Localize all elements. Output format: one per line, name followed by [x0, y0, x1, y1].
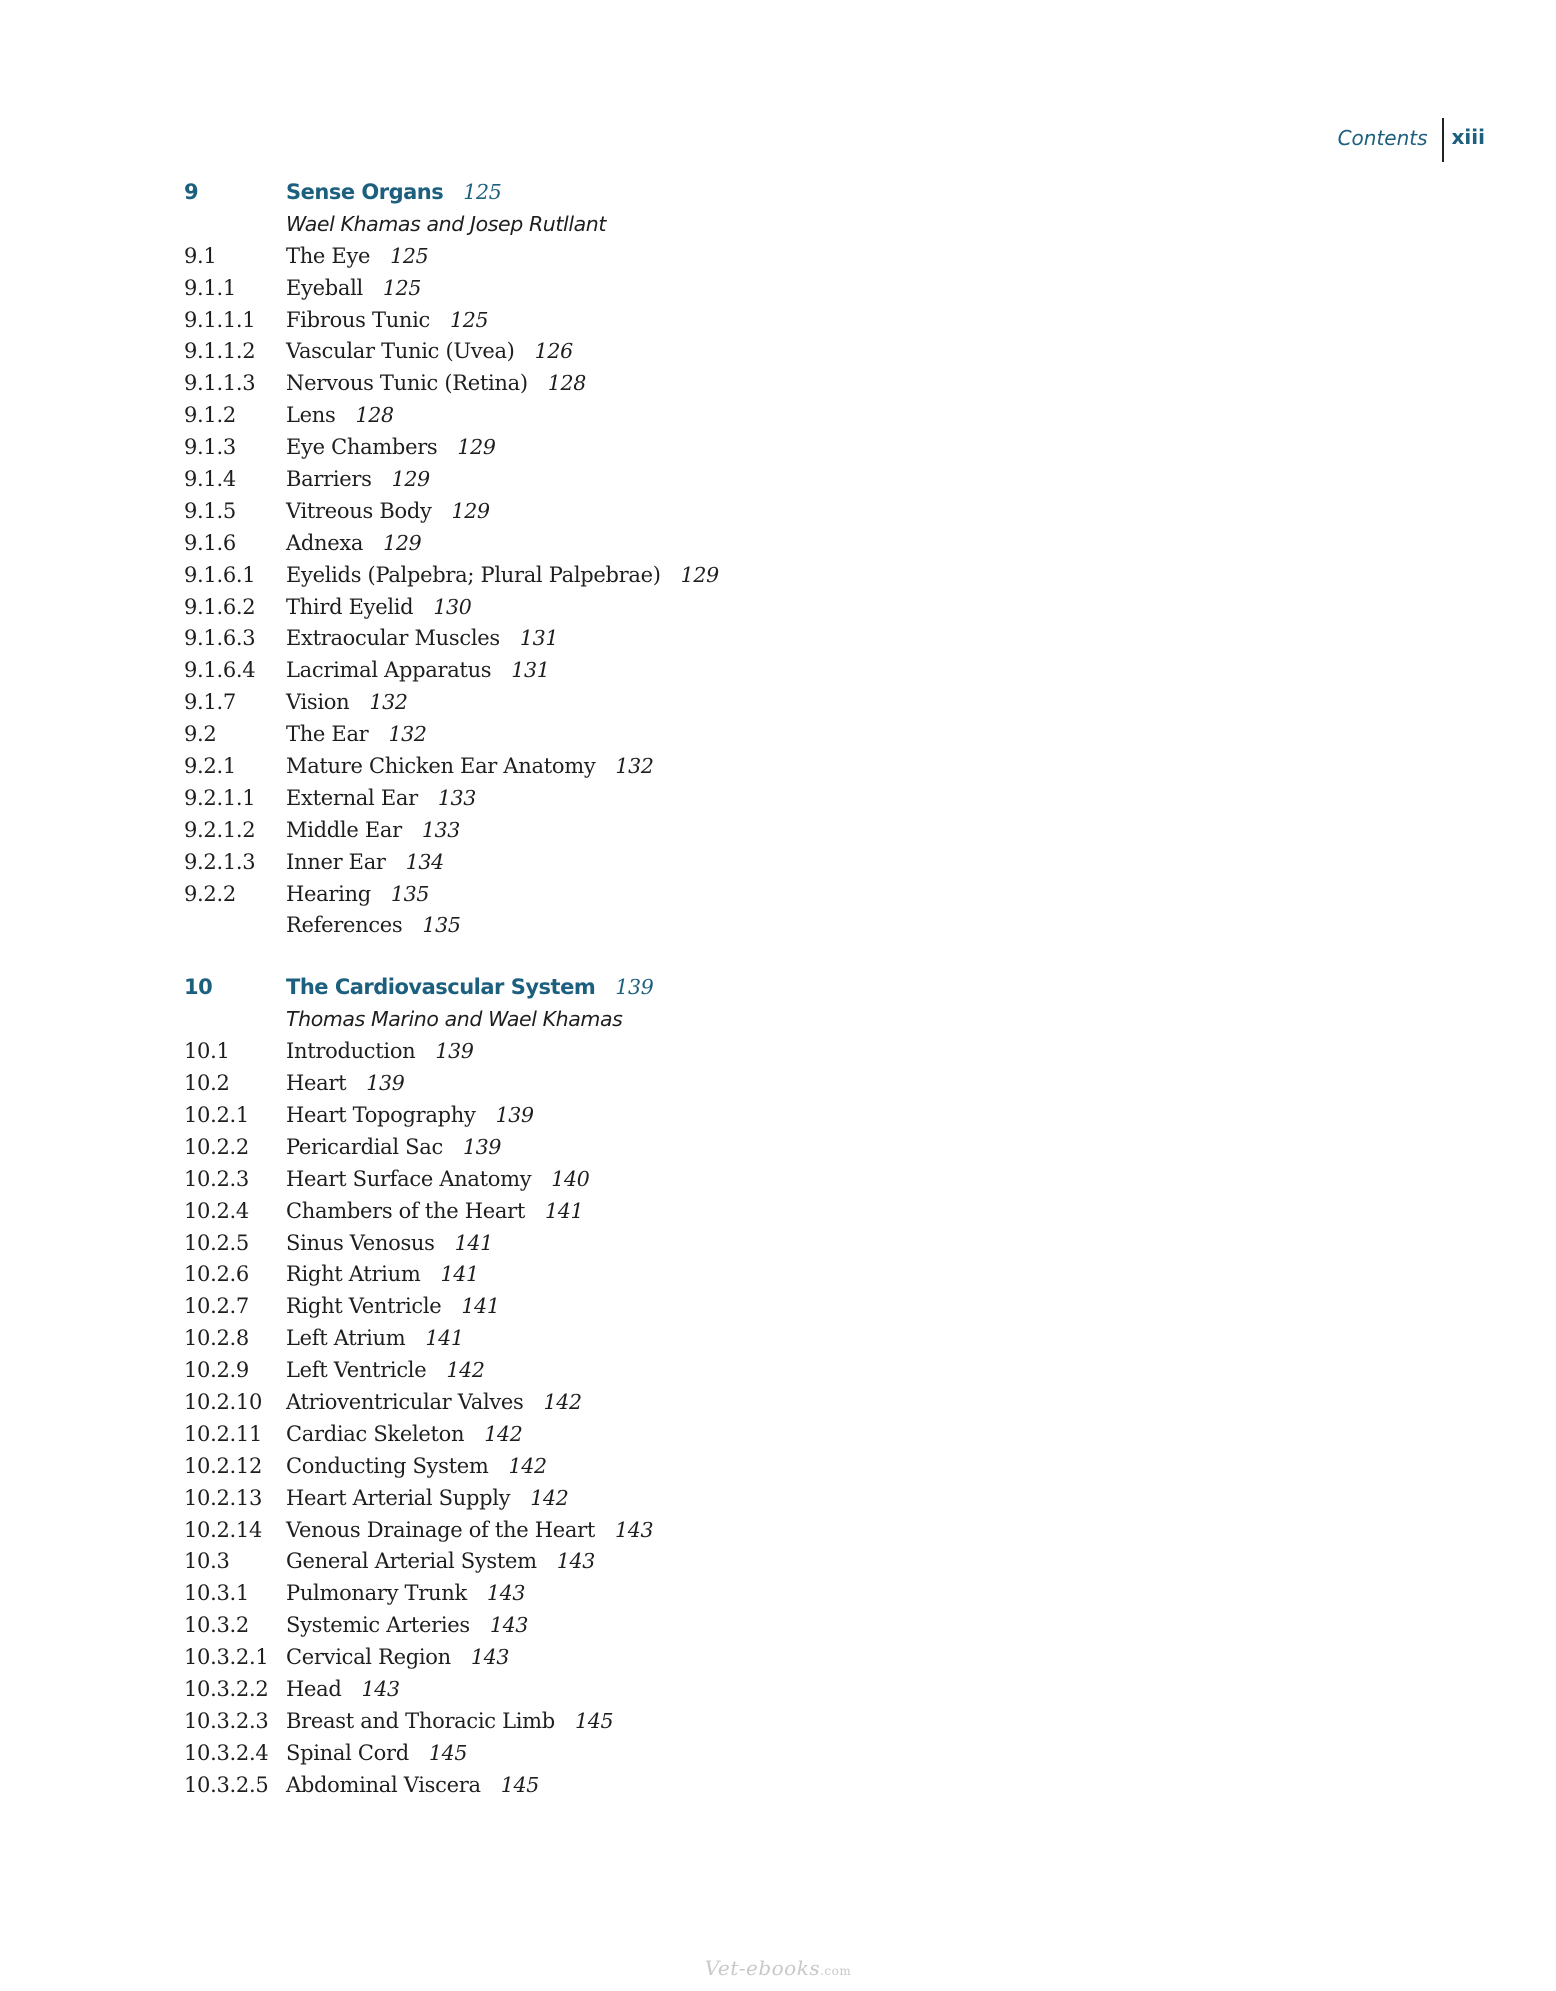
section-page: 130: [433, 594, 472, 619]
toc-entry[interactable]: [184, 754, 1084, 786]
section-number: 10.2.11: [184, 1421, 263, 1446]
running-head-label: Contents: [1337, 126, 1428, 150]
toc-entry[interactable]: [184, 531, 1084, 563]
section-number: 10.2.5: [184, 1230, 249, 1255]
section-title: Cardiac Skeleton: [286, 1421, 465, 1446]
section-title: The Eye: [286, 243, 371, 268]
section-page: 143: [470, 1645, 510, 1670]
section-title: Mature Chicken Ear Anatomy: [286, 754, 596, 779]
section-number: 10.2.8: [184, 1326, 249, 1351]
chapter-page: 139: [615, 975, 654, 1000]
section-page: 139: [495, 1102, 534, 1127]
section-page: 126: [534, 339, 573, 364]
section-title: Eyeball: [286, 275, 363, 300]
toc-entry[interactable]: [184, 850, 1084, 882]
section-title: Right Ventricle: [286, 1294, 442, 1319]
toc-entry[interactable]: [184, 308, 1084, 340]
section-title: Systemic Arteries: [286, 1613, 470, 1638]
section-page: 135: [390, 881, 430, 906]
section-title: Pulmonary Trunk: [286, 1581, 467, 1606]
chapter-title: Sense Organs: [286, 180, 444, 204]
toc-entry[interactable]: [184, 913, 1084, 945]
section-number: 9.1.3: [184, 435, 236, 460]
section-number: 9.1.6.4: [184, 658, 256, 683]
toc-entry[interactable]: [184, 499, 1084, 531]
section-number: 10.3: [184, 1549, 230, 1574]
section-number: 10.3.2.4: [184, 1740, 269, 1765]
toc-entry[interactable]: [184, 1422, 1084, 1454]
toc-entry[interactable]: [184, 786, 1084, 818]
toc-entry[interactable]: [184, 467, 1084, 499]
section-number: 10.2.6: [184, 1262, 249, 1287]
section-number: 10.3.1: [184, 1581, 249, 1606]
section-number: 10.3.2: [184, 1613, 249, 1638]
section-title: Eyelids (Palpebra; Plural Palpebrae): [286, 562, 661, 587]
section-page: 131: [519, 626, 559, 651]
toc-entry[interactable]: [184, 595, 1084, 627]
section-title: Introduction: [286, 1039, 416, 1064]
toc-entry[interactable]: [184, 403, 1084, 435]
section-number: 9.2.1.1: [184, 785, 256, 810]
table-of-contents: [184, 180, 1084, 1805]
chapter-number: 10: [184, 975, 213, 1000]
section-title: Cervical Region: [286, 1645, 451, 1670]
toc-entry[interactable]: [184, 563, 1084, 595]
page-number: xiii: [1451, 125, 1485, 149]
toc-entry[interactable]: [184, 1358, 1084, 1390]
section-number: 9.1: [184, 243, 217, 268]
section-title: Vision: [286, 690, 350, 715]
section-page: 141: [544, 1198, 584, 1223]
section-title: Breast and Thoracic Limb: [286, 1708, 555, 1733]
section-number: 9.1.5: [184, 498, 236, 523]
section-title: Abdominal Viscera: [286, 1772, 481, 1797]
section-title: Heart Surface Anatomy: [286, 1166, 532, 1191]
section-page: 132: [615, 754, 654, 779]
section-number: 10.3.2.5: [184, 1772, 269, 1797]
toc-entry[interactable]: [184, 658, 1084, 690]
watermark: [0, 1956, 1556, 1980]
section-page: 133: [421, 817, 461, 842]
section-number: 9.1.6.3: [184, 626, 256, 651]
toc-entry[interactable]: [184, 1231, 1084, 1263]
section-title: Right Atrium: [286, 1262, 421, 1287]
toc-entry[interactable]: [184, 1167, 1084, 1199]
section-page: 125: [450, 307, 489, 332]
section-page: 143: [615, 1517, 654, 1542]
toc-entry[interactable]: [184, 1581, 1084, 1613]
section-number: 10.2.9: [184, 1358, 249, 1383]
section-page: 142: [446, 1358, 485, 1383]
toc-entry[interactable]: [184, 1326, 1084, 1358]
section-title: Eye Chambers: [286, 435, 438, 460]
section-number: 9.1.1.1: [184, 307, 256, 332]
toc-entry[interactable]: [184, 1262, 1084, 1294]
toc-entry[interactable]: [184, 1518, 1084, 1550]
section-number: 9.1.2: [184, 403, 236, 428]
section-number: 9.1.1: [184, 275, 236, 300]
section-number: 9.2.2: [184, 881, 236, 906]
toc-entry[interactable]: [184, 1549, 1084, 1581]
section-page: 131: [511, 658, 550, 683]
section-title: Fibrous Tunic: [286, 307, 431, 332]
section-title: Pericardial Sac: [286, 1134, 443, 1159]
toc-entry[interactable]: [184, 244, 1084, 276]
section-title: Heart Topography: [286, 1102, 476, 1127]
toc-entry[interactable]: [184, 371, 1084, 403]
section-number: 10.2.3: [184, 1166, 249, 1191]
section-title: Left Ventricle: [286, 1358, 427, 1383]
section-title: Sinus Venosus: [286, 1230, 435, 1255]
chapter-block: [184, 975, 1084, 1804]
section-number: 10.3.2.3: [184, 1708, 269, 1733]
section-number: 10.2.2: [184, 1134, 249, 1159]
toc-entry[interactable]: [184, 1613, 1084, 1645]
section-page: 133: [437, 785, 477, 810]
section-title: Third Eyelid: [286, 594, 414, 619]
section-number: 10.2.14: [184, 1517, 263, 1542]
section-number: 10.3.2.1: [184, 1645, 269, 1670]
section-number: 10.2.7: [184, 1294, 249, 1319]
toc-entry[interactable]: [184, 1741, 1084, 1773]
section-page: 143: [556, 1549, 595, 1574]
section-page: 141: [461, 1294, 500, 1319]
section-page: 135: [422, 913, 461, 938]
toc-entry[interactable]: [184, 882, 1084, 914]
section-title: Heart: [286, 1071, 347, 1096]
chapter-heading[interactable]: [184, 180, 1084, 212]
section-number: 9.2.1.3: [184, 849, 256, 874]
section-number: 9.2.1.2: [184, 817, 256, 842]
chapter-page: 125: [463, 180, 502, 204]
toc-entry[interactable]: [184, 690, 1084, 722]
section-page: 134: [405, 849, 444, 874]
section-number: 9.2: [184, 722, 217, 747]
chapter-authors: Thomas Marino and Wael Khamas: [286, 1007, 623, 1032]
chapter-number: 9: [184, 180, 199, 204]
section-title: References: [286, 913, 403, 938]
section-number: 9.2.1: [184, 754, 236, 779]
section-title: General Arterial System: [286, 1549, 537, 1574]
toc-entry[interactable]: [184, 1709, 1084, 1741]
section-page: 129: [391, 467, 430, 492]
section-page: 129: [383, 530, 422, 555]
toc-entry[interactable]: [184, 1773, 1084, 1805]
toc-entry[interactable]: [184, 1486, 1084, 1518]
section-number: 9.1.7: [184, 690, 236, 715]
section-number: 9.1.1.3: [184, 371, 256, 396]
toc-entry[interactable]: [184, 1039, 1084, 1071]
section-title: Heart Arterial Supply: [286, 1485, 511, 1510]
section-page: 132: [369, 690, 408, 715]
section-page: 139: [462, 1134, 502, 1159]
section-page: 143: [489, 1613, 529, 1638]
section-title: Lens: [286, 403, 336, 428]
section-page: 142: [508, 1453, 547, 1478]
chapter-authors: Wael Khamas and Josep Rutllant: [286, 211, 607, 236]
section-number: 9.1.6.2: [184, 594, 256, 619]
chapter-title: The Cardiovascular System: [286, 975, 596, 1000]
section-title: Hearing: [286, 881, 371, 906]
toc-entry[interactable]: [184, 1294, 1084, 1326]
toc-entry[interactable]: [184, 276, 1084, 308]
section-page: 129: [457, 435, 496, 460]
section-page: 125: [382, 275, 422, 300]
section-title: Lacrimal Apparatus: [286, 658, 492, 683]
toc-entry[interactable]: [184, 626, 1084, 658]
watermark-text: Vet-ebooks: [704, 1956, 821, 1980]
section-page: 142: [530, 1485, 569, 1510]
chapter-authors-row: [184, 1007, 1084, 1039]
section-number: 9.1.6: [184, 530, 236, 555]
section-page: 139: [435, 1039, 474, 1064]
section-title: Conducting System: [286, 1453, 489, 1478]
section-page: 145: [428, 1740, 468, 1765]
section-title: The Ear: [286, 722, 369, 747]
section-page: 128: [355, 403, 394, 428]
section-number: 9.1.1.2: [184, 339, 256, 364]
section-page: 128: [547, 371, 586, 396]
chapter-authors-row: [184, 212, 1084, 244]
section-title: Nervous Tunic (Retina): [286, 371, 528, 396]
section-page: 129: [451, 498, 490, 523]
section-page: 142: [543, 1389, 582, 1414]
section-page: 139: [366, 1071, 405, 1096]
toc-entry[interactable]: [184, 1071, 1084, 1103]
running-head: [1338, 118, 1485, 166]
section-page: 129: [680, 562, 719, 587]
section-number: 10.2.4: [184, 1198, 249, 1223]
chapter-heading[interactable]: [184, 975, 1084, 1007]
toc-entry[interactable]: [184, 1135, 1084, 1167]
section-number: 10.2.12: [184, 1453, 263, 1478]
section-title: Barriers: [286, 467, 372, 492]
section-title: Vascular Tunic (Uvea): [286, 339, 515, 364]
section-title: Chambers of the Heart: [286, 1198, 525, 1223]
section-title: Extraocular Muscles: [286, 626, 500, 651]
section-number: 9.1.6.1: [184, 562, 256, 587]
section-number: 10.2.10: [184, 1389, 263, 1414]
chapter-block: [184, 180, 1084, 945]
toc-entry[interactable]: [184, 1677, 1084, 1709]
section-title: Left Atrium: [286, 1326, 406, 1351]
toc-entry[interactable]: [184, 1390, 1084, 1422]
section-title: Adnexa: [286, 530, 364, 555]
toc-entry[interactable]: [184, 722, 1084, 754]
section-number: 10.3.2.2: [184, 1676, 269, 1701]
section-page: 142: [484, 1421, 523, 1446]
section-page: 125: [390, 243, 429, 268]
section-page: 145: [500, 1772, 539, 1797]
toc-entry[interactable]: [184, 818, 1084, 850]
toc-entry[interactable]: [184, 1103, 1084, 1135]
section-number: 10.2: [184, 1071, 230, 1096]
section-number: 9.1.4: [184, 467, 236, 492]
section-title: External Ear: [286, 785, 418, 810]
section-page: 132: [388, 722, 427, 747]
toc-entry[interactable]: [184, 1199, 1084, 1231]
section-page: 141: [425, 1326, 464, 1351]
section-page: 143: [361, 1676, 400, 1701]
section-page: 145: [574, 1708, 614, 1733]
section-title: Venous Drainage of the Heart: [286, 1517, 596, 1542]
toc-entry[interactable]: [184, 1645, 1084, 1677]
section-title: Vitreous Body: [286, 498, 432, 523]
section-title: Spinal Cord: [286, 1740, 409, 1765]
section-title: Atrioventricular Valves: [286, 1389, 524, 1414]
section-page: 143: [486, 1581, 526, 1606]
section-number: 10.2.13: [184, 1485, 263, 1510]
section-title: Middle Ear: [286, 817, 402, 842]
toc-entry[interactable]: [184, 1454, 1084, 1486]
watermark-suffix: .com: [820, 1964, 852, 1978]
toc-entry[interactable]: [184, 435, 1084, 467]
section-page: 140: [551, 1166, 590, 1191]
section-title: Head: [286, 1676, 342, 1701]
section-number: 10.1: [184, 1039, 230, 1064]
section-number: 10.2.1: [184, 1102, 249, 1127]
section-title: Inner Ear: [286, 849, 386, 874]
section-page: 141: [454, 1230, 493, 1255]
section-page: 141: [440, 1262, 479, 1287]
toc-entry[interactable]: [184, 339, 1084, 371]
